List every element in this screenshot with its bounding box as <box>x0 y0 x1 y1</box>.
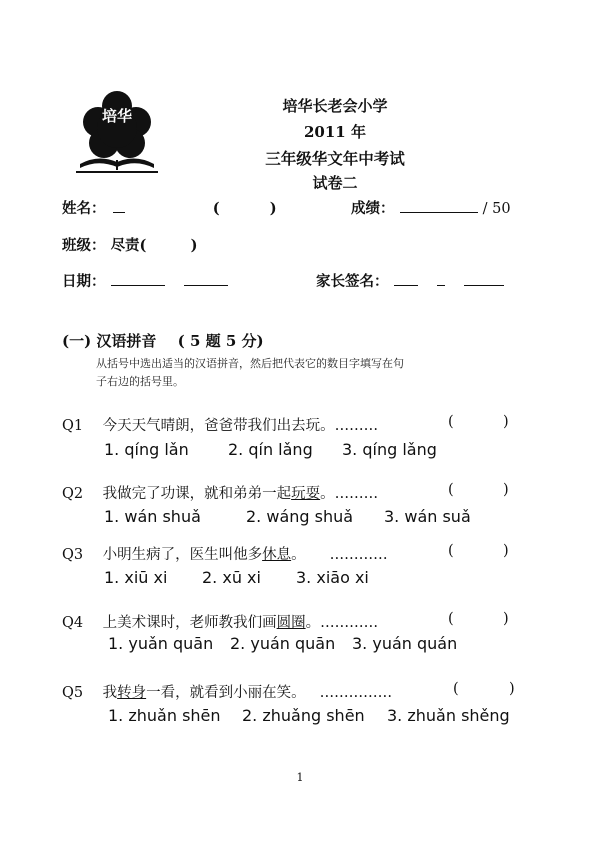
signature-blank-1[interactable] <box>394 271 418 286</box>
options-2 <box>104 507 471 526</box>
leader-dots: ………… <box>320 615 379 631</box>
option-3: 3. qíng lǎng <box>342 440 437 459</box>
option-3: 3. yuán quán <box>352 634 458 653</box>
option-2: 2. qín lǎng <box>228 440 313 459</box>
question-target-word: 圆圈 <box>276 615 306 631</box>
answer-paren-close: ) <box>503 414 509 430</box>
paper-title: 试卷二 <box>312 174 358 192</box>
option-1: 1. yuǎn quān <box>108 634 214 653</box>
options-5 <box>108 706 510 725</box>
name-label: 姓名： <box>62 200 106 217</box>
option-2: 2. xū xi <box>202 568 261 587</box>
parent-signature-row <box>316 270 504 291</box>
name-blank[interactable] <box>113 198 125 213</box>
section-marks: ( 5 题 5 分) <box>177 332 264 350</box>
options-1 <box>104 440 437 459</box>
score-label: 成绩： <box>351 200 395 217</box>
option-3: 3. xiāo xi <box>296 568 369 587</box>
answer-paren-close: ) <box>503 482 509 498</box>
exam-year: 2011 年 <box>304 123 366 141</box>
option-1: 1. zhuǎn shēn <box>108 706 221 725</box>
question-text-post: 。 <box>305 615 321 631</box>
instruction-line-2: 子右边的括号里。 <box>96 375 184 388</box>
answer-paren-close: ) <box>503 543 509 559</box>
leader-dots: …………… <box>319 685 393 701</box>
question-4 <box>62 611 378 632</box>
parent-signature-label: 家长签名： <box>316 273 389 290</box>
answer-paren-open: ( <box>448 611 454 627</box>
class-row <box>62 234 197 255</box>
question-number: Q5 <box>62 685 84 701</box>
score-row <box>351 197 511 218</box>
answer-box-3[interactable] <box>458 543 498 561</box>
class-paren-close: ) <box>190 237 198 254</box>
leader-dots: ……… <box>334 418 379 434</box>
option-2: 2. yuán quān <box>230 634 336 653</box>
question-text-post: ，爸爸带我们出去玩。 <box>189 418 335 434</box>
date-row <box>62 270 242 291</box>
option-2: 2. wáng shuǎ <box>246 507 354 526</box>
question-number: Q1 <box>62 418 84 434</box>
score-total: / 50 <box>482 201 511 217</box>
signature-blank-3[interactable] <box>464 271 504 286</box>
exam-title: 三年级华文年中考试 <box>265 149 405 168</box>
page-number: 1 <box>296 771 304 784</box>
question-target-word: 休息 <box>262 547 292 563</box>
class-label: 班级： <box>62 237 106 254</box>
answer-paren-open: ( <box>448 482 454 498</box>
question-5 <box>62 681 392 702</box>
signature-blank-2[interactable] <box>437 271 445 286</box>
option-3: 3. zhuǎn shěng <box>387 706 510 725</box>
section-title: (一) 汉语拼音 <box>62 332 157 350</box>
instruction-line-1: 从括号中选出适当的汉语拼音，然后把代表它的数目字填写在句 <box>96 357 404 370</box>
answer-box-1[interactable] <box>458 414 498 432</box>
school-name: 培华长老会小学 <box>282 97 388 115</box>
date-blank-1[interactable] <box>111 271 165 286</box>
question-target-word: 玩耍 <box>291 486 321 502</box>
option-1: 1. qíng lǎn <box>104 440 189 459</box>
question-number: Q4 <box>62 615 84 631</box>
name-paren-close: ) <box>269 200 277 217</box>
name-paren-open: ( <box>212 200 220 217</box>
answer-paren-open: ( <box>453 681 459 697</box>
answer-paren-close: ) <box>503 611 509 627</box>
section-heading <box>62 330 264 351</box>
question-text-pre: 小明生病了，医生叫他多 <box>102 547 263 563</box>
section-instruction <box>96 355 496 391</box>
option-1: 1. wán shuǎ <box>104 507 201 526</box>
question-number: Q2 <box>62 486 84 502</box>
question-text-post: 。 <box>291 547 306 563</box>
leader-dots: ……… <box>334 486 379 502</box>
answer-box-2[interactable] <box>458 482 498 500</box>
question-1 <box>62 414 378 435</box>
score-blank[interactable] <box>400 198 478 213</box>
question-target-word: 转身 <box>117 685 147 701</box>
answer-paren-open: ( <box>448 543 454 559</box>
school-logo <box>76 88 158 180</box>
option-3: 3. wán suǎ <box>384 507 471 526</box>
answer-paren-open: ( <box>448 414 454 430</box>
question-text-pre: 我 <box>102 685 118 701</box>
question-text-pre: 今天天气 <box>102 418 161 434</box>
question-3 <box>62 543 388 564</box>
question-text-post: 一看，就看到小丽在笑。 <box>146 685 306 701</box>
option-1: 1. xiū xi <box>104 568 168 587</box>
options-3 <box>104 568 369 587</box>
answer-box-5[interactable] <box>463 681 503 699</box>
class-value: 尽责( <box>110 237 147 254</box>
answer-paren-close: ) <box>509 681 515 697</box>
question-number: Q3 <box>62 547 84 563</box>
date-label: 日期： <box>62 273 106 290</box>
question-text-post: 。 <box>320 486 335 502</box>
question-text-pre: 我做完了功课，就和弟弟一起 <box>102 486 292 502</box>
answer-box-4[interactable] <box>458 611 498 629</box>
question-text-pre: 上美术课时，老师教我们画 <box>102 615 277 631</box>
question-target-word: 晴朗 <box>160 418 190 434</box>
question-2 <box>62 482 378 503</box>
name-row <box>62 197 277 218</box>
date-blank-2[interactable] <box>184 271 228 286</box>
logo-text-top: 培华 <box>102 107 133 125</box>
option-2: 2. zhuǎng shēn <box>242 706 365 725</box>
leader-dots: ………… <box>329 547 388 563</box>
options-4 <box>108 634 457 653</box>
